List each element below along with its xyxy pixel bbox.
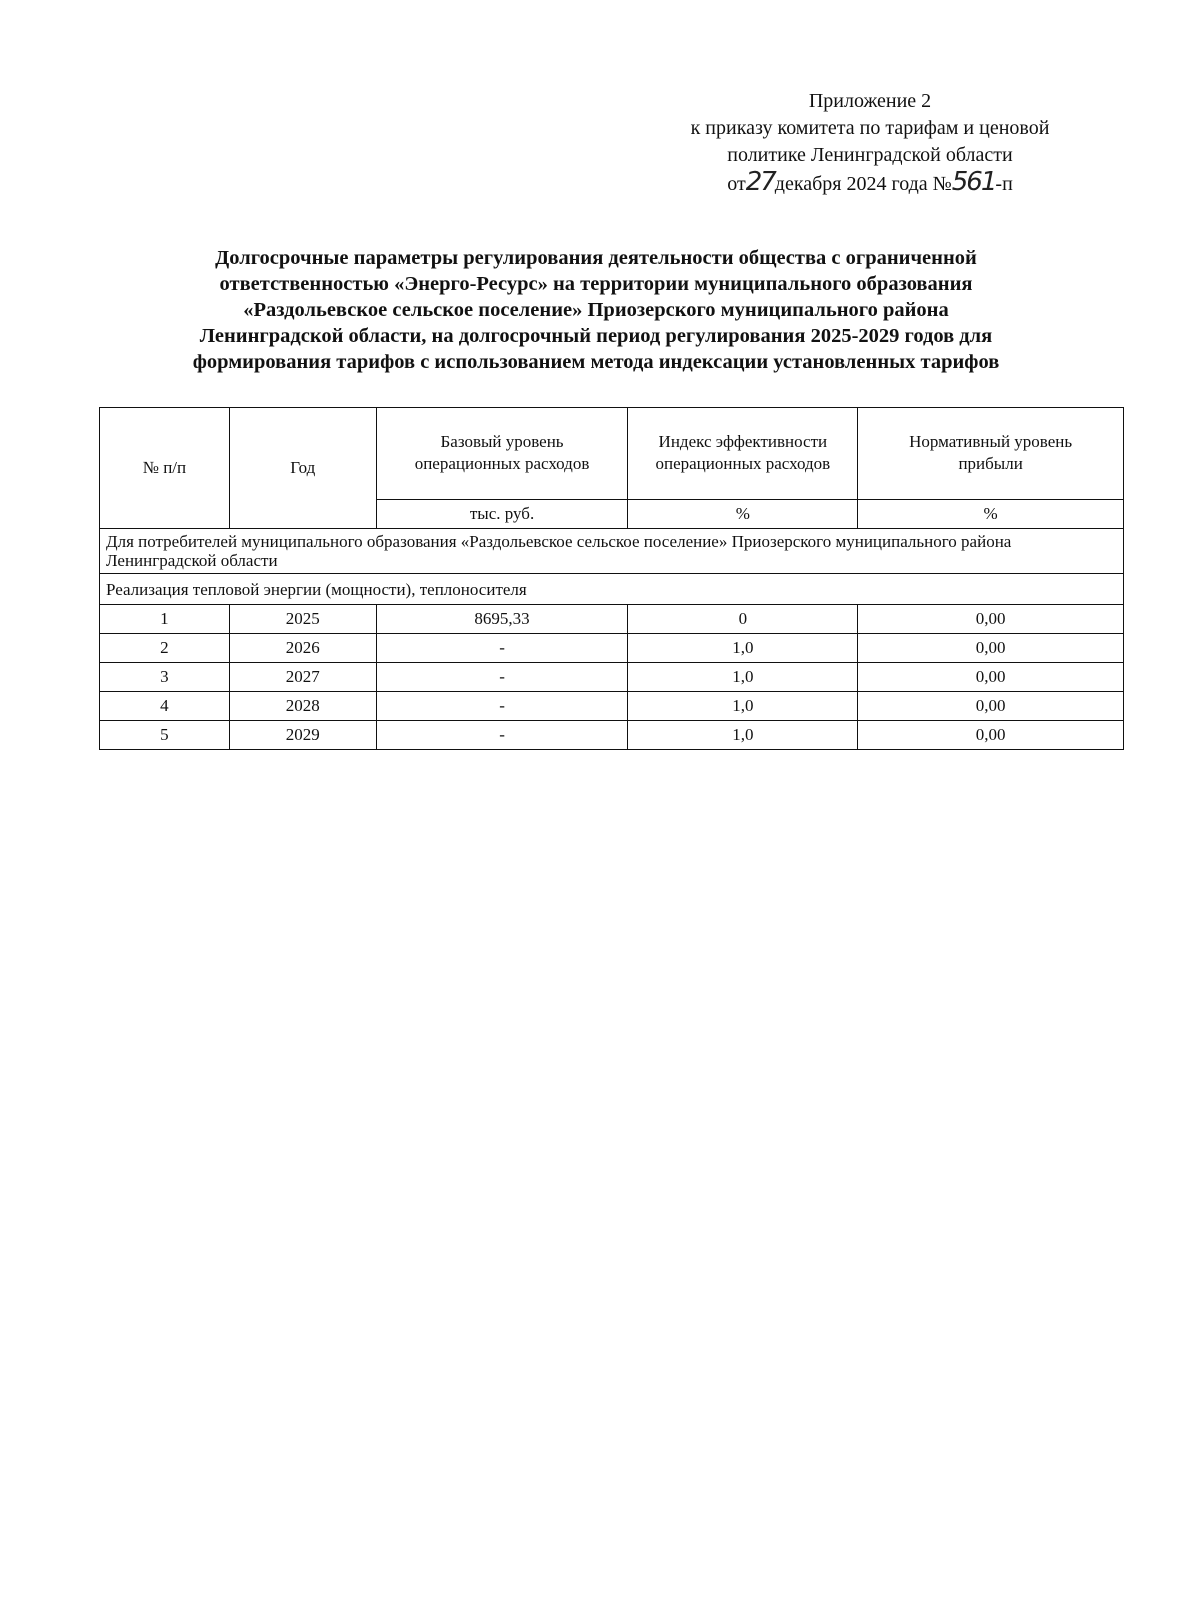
cell-num: 4 <box>100 692 230 721</box>
header-profit-line-1: Нормативный уровень <box>909 432 1073 452</box>
table-row <box>100 605 1124 634</box>
table-row <box>100 663 1124 692</box>
header-normative-profit <box>858 408 1124 500</box>
document-title <box>96 245 1096 375</box>
table-row <box>100 692 1124 721</box>
cell-profit: 0,00 <box>858 721 1124 750</box>
table-row <box>100 634 1124 663</box>
cell-base: - <box>376 721 628 750</box>
unit-base: тыс. руб. <box>376 499 628 528</box>
date-middle: декабря 2024 года № <box>774 173 952 195</box>
appendix-title: Приложение 2 <box>808 90 932 112</box>
header-base-line-1: Базовый уровень <box>440 432 564 452</box>
cell-profit: 0,00 <box>858 663 1124 692</box>
cell-profit: 0,00 <box>858 605 1124 634</box>
unit-index: % <box>628 499 858 528</box>
header-base-line-2: операционных расходов <box>414 454 590 474</box>
section-consumers: Для потребителей муниципального образования «Раздольевское сельское поселение» Приозерского муниципального района Ленинградской области <box>100 529 1124 574</box>
cell-base: - <box>376 634 628 663</box>
title-line-4: Ленинградской области, на долгосрочный период регулирования 2025-2029 годов для <box>199 325 993 347</box>
cell-index: 1,0 <box>628 663 858 692</box>
table-header-row <box>100 408 1124 500</box>
section-row-consumers <box>100 529 1124 574</box>
header-num: № п/п <box>100 408 230 529</box>
cell-year: 2026 <box>229 634 376 663</box>
appendix-authority: политике Ленинградской области <box>727 144 1013 166</box>
header-year: Год <box>229 408 376 529</box>
cell-base: 8695,33 <box>376 605 628 634</box>
order-suffix: -п <box>995 173 1013 195</box>
cell-year: 2028 <box>229 692 376 721</box>
cell-num: 1 <box>100 605 230 634</box>
appendix-block <box>640 88 1100 198</box>
cell-year: 2025 <box>229 605 376 634</box>
cell-index: 1,0 <box>628 692 858 721</box>
cell-index: 0 <box>628 605 858 634</box>
unit-profit: % <box>858 499 1124 528</box>
handwritten-day: 27 <box>745 167 775 197</box>
cell-num: 2 <box>100 634 230 663</box>
parameters-table <box>99 407 1124 750</box>
title-line-2: ответственностью «Энерго-Ресурс» на территории муниципального образования <box>219 273 973 295</box>
handwritten-order-number: 561 <box>951 167 996 197</box>
cell-base: - <box>376 692 628 721</box>
cell-year: 2029 <box>229 721 376 750</box>
date-prefix: от <box>727 173 746 195</box>
title-line-5: формирования тарифов с использованием метода индексации установленных тарифов <box>192 351 1000 373</box>
cell-profit: 0,00 <box>858 634 1124 663</box>
cell-index: 1,0 <box>628 634 858 663</box>
cell-num: 3 <box>100 663 230 692</box>
cell-base: - <box>376 663 628 692</box>
section-service: Реализация тепловой энергии (мощности), теплоносителя <box>100 574 1124 605</box>
header-base-opex <box>376 408 628 500</box>
cell-index: 1,0 <box>628 721 858 750</box>
cell-num: 5 <box>100 721 230 750</box>
header-profit-line-2: прибыли <box>958 454 1023 474</box>
header-index-line-1: Индекс эффективности <box>658 432 828 452</box>
cell-year: 2027 <box>229 663 376 692</box>
section-row-service <box>100 574 1124 605</box>
header-index-line-2: операционных расходов <box>655 454 831 474</box>
cell-profit: 0,00 <box>858 692 1124 721</box>
appendix-date-line <box>640 169 1100 198</box>
appendix-order-ref: к приказу комитета по тарифам и ценовой <box>690 117 1050 139</box>
title-line-1: Долгосрочные параметры регулирования деятельности общества с ограниченной <box>215 247 977 269</box>
header-efficiency-index <box>628 408 858 500</box>
table-row <box>100 721 1124 750</box>
title-line-3: «Раздольевское сельское поселение» Приозерского муниципального района <box>243 299 949 321</box>
